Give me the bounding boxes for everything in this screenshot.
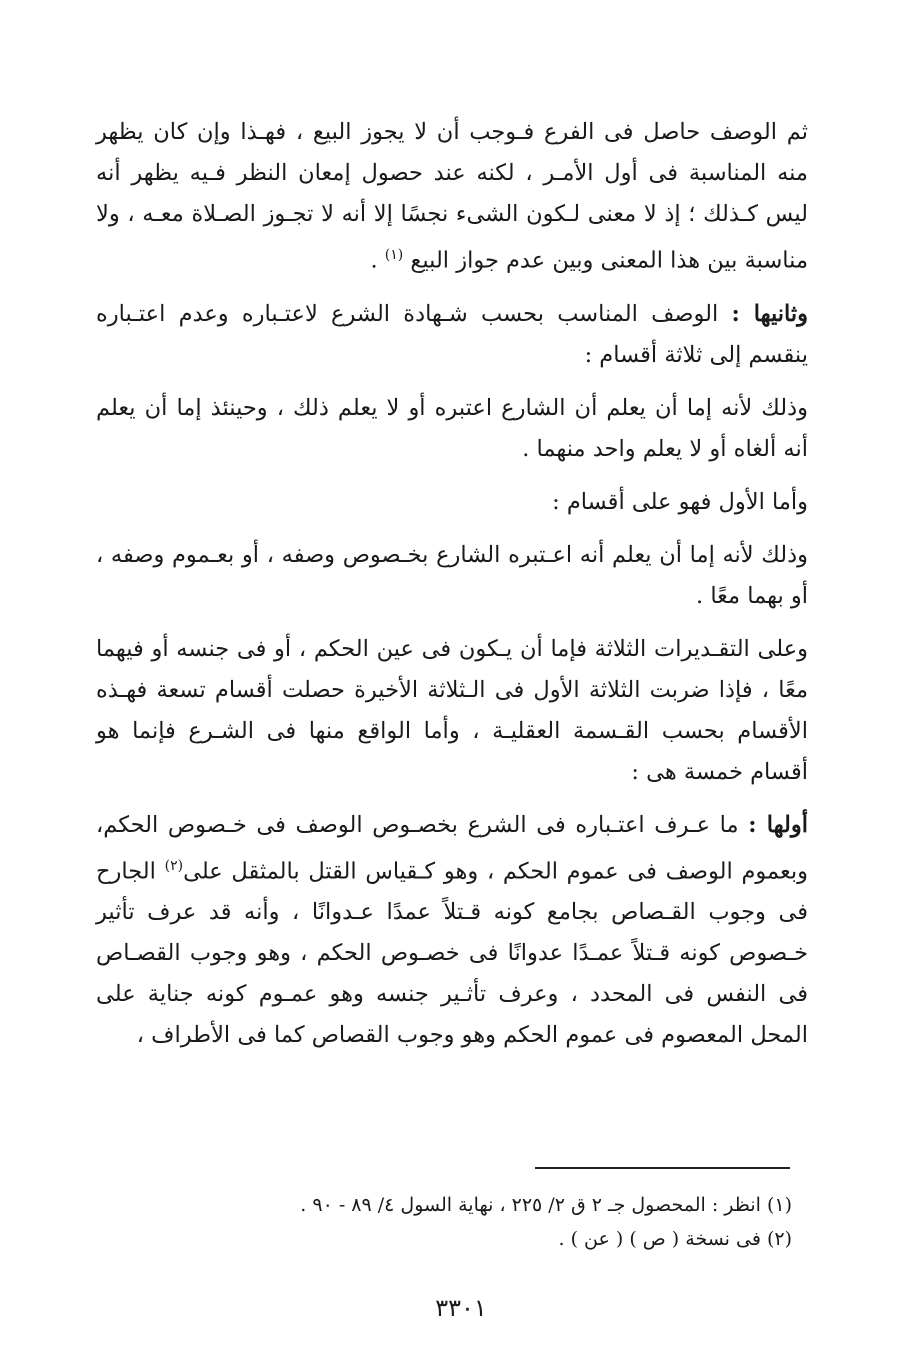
paragraph-3-text: وذلك لأنه إما أن يعلم أن الشارع اعتبره أو لا يعلم ذلك ، وحينئذ إما أن يعلم أنه ألغاه أو لا يعلم واحد منهما . <box>96 394 808 462</box>
paragraph-1-end: . <box>370 247 385 274</box>
paragraph-7-text-b: الجارح فى وجوب القـصاص بجامع كونه قـتلاً عمدًا عـدوانًا ، وأنه قد عرف تأثير خـصوص كونه قـتلاً عمـدًا عدوانًا فى خصـوص الحكم ، وهو وجوب القصـاص فى النفس فى المحدد ، وعرف تأثـير جنسه وهو عمـوم كونه جناية على المحل المعصوم فى عموم الحكم وهو وجوب القصاص كما فى الأطراف ، <box>96 858 808 1048</box>
main-text <box>96 112 808 1068</box>
footnote-divider <box>535 1167 790 1169</box>
paragraph-2-lead: وثانيها : <box>731 300 809 327</box>
paragraph-7-text-a: ما عـرف اعتـباره فى الشرع بخصـوص الوصف فى خـصوص الحكم، وبعموم الوصف فى عموم الحكم ، وهو كـقياس القتل بالمثقل على <box>96 811 808 884</box>
footnote-2: (٢) فى نسخة ( ص ) ( عن ) . <box>558 1228 792 1250</box>
paragraph-4 <box>96 482 808 523</box>
paragraph-5-text: وذلك لأنه إما أن يعلم أنه اعـتبره الشارع بخـصوص وصفه ، أو بعـموم وصفه ، أو بهما معًا . <box>96 541 808 609</box>
paragraph-1 <box>96 112 808 282</box>
paragraph-4-text: وأما الأول فهو على أقسام : <box>552 488 808 515</box>
footnote-1: (١) انظر : المحصول جـ ٢ ق ٢/ ٢٢٥ ، نهاية السول ٤/ ٨٩ - ٩٠ . <box>300 1194 792 1216</box>
footnote-ref-1[interactable]: (١) <box>384 247 404 263</box>
paragraph-6-text: وعلى التقـديرات الثلاثة فإما أن يـكون فى عين الحكم ، أو فى جنسه أو فيهما معًا ، فإذا ضربت الثلاثة الأول فى الـثلاثة الأخيرة حصلت أقسام تسعة فهـذه الأقسام بحسب القـسمة العقليـة ، وأما الواقع منها فى الشـرع فإنما هو أقسام خمسة هى : <box>96 635 808 785</box>
paragraph-2 <box>96 294 808 376</box>
paragraph-2-text: الوصف المناسب بحسب شـهادة الشرع لاعتـباره وعدم اعتـباره ينقسم إلى ثلاثة أقسام : <box>96 300 808 368</box>
footnote-ref-2[interactable]: (٢) <box>164 857 184 874</box>
footnotes <box>92 1188 792 1256</box>
paragraph-3 <box>96 388 808 470</box>
paragraph-5 <box>96 535 808 617</box>
paragraph-1-text: ثم الوصف حاصل فى الفرع فـوجب أن لا يجوز البيع ، فهـذا وإن كان يظهر منه المناسبة فى أول الأمـر ، لكنه عند حصول إمعان النظر فـيه يظهر أنه ليس كـذلك ؛ إذ لا معنى لـكون الشىء نجسًا إلا أنه لا تجـوز الصـلاة معـه ، ولا مناسبة بين هذا المعنى وبين عدم جواز البيع <box>96 119 808 274</box>
paragraph-6 <box>96 629 808 793</box>
page-number: ٣٣٠١ <box>435 1294 487 1322</box>
paragraph-7-lead: أولها : <box>748 811 808 838</box>
paragraph-7 <box>96 805 808 1057</box>
